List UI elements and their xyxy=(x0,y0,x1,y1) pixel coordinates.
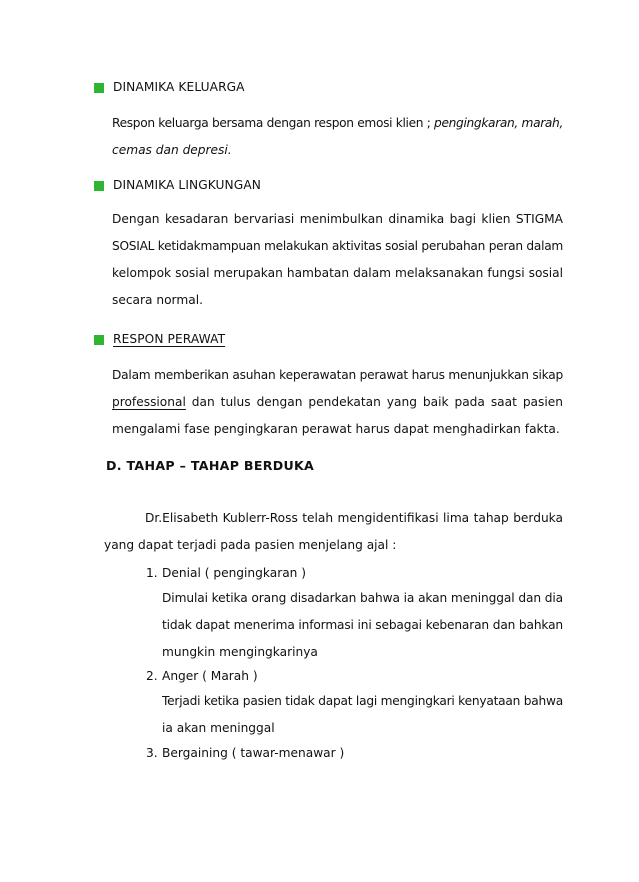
paragraph-line: professional dan tulus dengan pendekatan yang baik pada saat pasien xyxy=(112,395,563,409)
paragraph-line: Dalam memberikan asuhan keperawatan perawat harus menunjukkan sikap xyxy=(112,368,563,382)
list-item-number: 3. xyxy=(146,746,158,760)
list-item-description xyxy=(162,688,563,742)
paragraph-line: Respon keluarga bersama dengan respon emosi klien ; pengingkaran, marah, xyxy=(112,116,563,130)
list-item-label: Denial ( pengingkaran ) xyxy=(162,566,307,580)
paragraph-line: mengalami fase pengingkaran perawat harus dapat menghadirkan fakta. xyxy=(112,422,560,436)
paragraph-line: secara normal. xyxy=(112,293,203,307)
section-paragraph-respon-perawat xyxy=(112,362,563,443)
paragraph-line: SOSIAL ketidakmampuan melakukan aktivitas sosial perubahan peran dalam xyxy=(112,239,563,253)
description-line: Terjadi ketika pasien tidak dapat lagi mengingkari kenyataan bahwa xyxy=(162,694,563,708)
description-line: Dimulai ketika orang disadarkan bahwa ia akan meninggal dan dia xyxy=(162,591,563,605)
list-item-label: Anger ( Marah ) xyxy=(162,669,258,683)
intro-line: yang dapat terjadi pada pasien menjelang ajal : xyxy=(104,538,397,552)
description-line: mungkin mengingkarinya xyxy=(162,645,318,659)
section-heading-dinamika-lingkungan: DINAMIKA LINGKUNGAN xyxy=(113,178,261,192)
list-item-number: 2. xyxy=(146,669,158,683)
section-heading-respon-perawat: RESPON PERAWAT xyxy=(113,332,226,346)
list-item-number: 1. xyxy=(146,566,158,580)
intro-line: Dr.Elisabeth Kublerr-Ross telah mengidentifikasi lima tahap berduka xyxy=(145,511,563,525)
paragraph-line: Dengan kesadaran bervariasi menimbulkan dinamika bagi klien STIGMA xyxy=(112,212,563,226)
description-line: ia akan meninggal xyxy=(162,721,275,735)
list-item-description xyxy=(162,585,563,666)
section-paragraph-dinamika-lingkungan xyxy=(112,206,563,314)
bullet-icon xyxy=(94,181,104,191)
list-item-label: Bergaining ( tawar-menawar ) xyxy=(162,746,345,760)
paragraph-line: cemas dan depresi. xyxy=(112,143,232,157)
section-heading-dinamika-keluarga: DINAMIKA KELUARGA xyxy=(113,80,245,94)
section-d-intro xyxy=(104,505,563,559)
description-line: tidak dapat menerima informasi ini sebagai kebenaran dan bahkan xyxy=(162,618,563,632)
paragraph-line: kelompok sosial merupakan hambatan dalam melaksanakan fungsi sosial xyxy=(112,266,563,280)
section-paragraph-dinamika-keluarga xyxy=(112,110,563,164)
section-d-title: D. TAHAP – TAHAP BERDUKA xyxy=(106,458,315,473)
bullet-icon xyxy=(94,335,104,345)
bullet-icon xyxy=(94,83,104,93)
